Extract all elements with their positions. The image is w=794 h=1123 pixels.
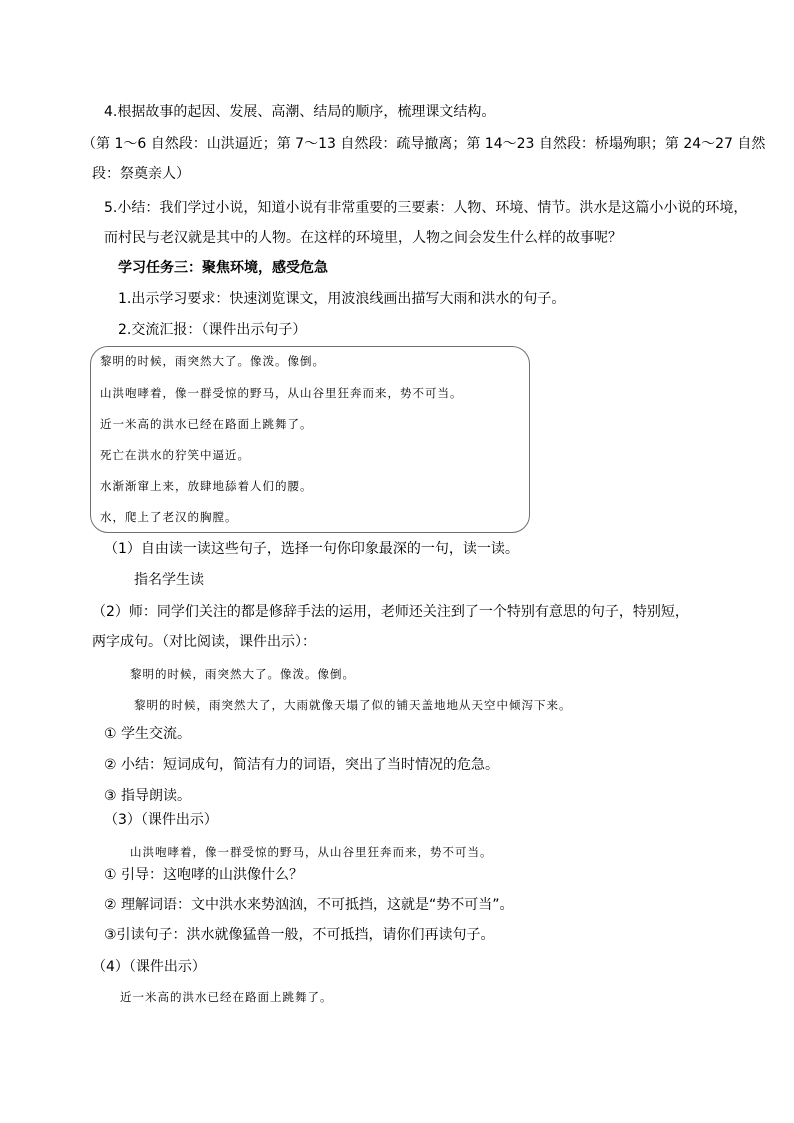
compare-sentence-b: 黎明的时候，雨突然大了，大雨就像天塌了似的铺天盖地地从天空中倾泻下来。 — [134, 698, 572, 712]
question-3-item1: ① 引导：这咆哮的山洪像什么？ — [104, 867, 304, 883]
question-1: （1）自由读一读这些句子，选择一句你印象最深的一句，读一读。 — [104, 541, 519, 557]
sentence-6: 水，爬上了老汉的胸膛。 — [100, 510, 238, 524]
sentence-1: 黎明的时候，雨突然大了。像泼。像倒。 — [100, 354, 325, 368]
sentence-4: 死亡在洪水的狞笑中逼近。 — [100, 448, 250, 462]
task3-item1: 1.出示学习要求：快速浏览课文，用波浪线画出描写大雨和洪水的句子。 — [118, 291, 566, 307]
sentence-5: 水渐渐窜上来，放肆地舔着人们的腰。 — [100, 479, 313, 493]
compare-sentence-a: 黎明的时候，雨突然大了。像泼。像倒。 — [130, 667, 355, 681]
question-3-sentence: 山洪咆哮着，像一群受惊的野马，从山谷里狂奔而来，势不可当。 — [130, 845, 493, 859]
paragraph-4-note-line2: 段：祭奠亲人） — [92, 166, 190, 182]
question-4: （4）（课件出示） — [92, 959, 206, 975]
question-2-item3: ③ 指导朗读。 — [104, 788, 192, 804]
question-1-sub: 指名学生读 — [134, 572, 204, 588]
question-3-item3: ③引读句子：洪水就像猛兽一般，不可抵挡，请你们再读句子。 — [104, 927, 495, 943]
paragraph-4: 4.根据故事的起因、发展、高潮、结局的顺序，梳理课文结构。 — [104, 104, 496, 120]
question-2-line2: 两字成句。（对比阅读，课件出示）： — [92, 634, 316, 650]
question-3: （3）（课件出示） — [104, 812, 218, 828]
question-4-sentence: 近一米高的洪水已经在路面上跳舞了。 — [120, 990, 333, 1004]
paragraph-5-line1: 5.小结：我们学过小说，知道小说有非常重要的三要素：人物、环境、情节。洪水是这篇小小说的环境， — [104, 200, 748, 216]
question-2-line1: （2）师：同学们关注的都是修辞手法的运用，老师还关注到了一个特别有意思的句子，特别短， — [92, 604, 689, 620]
paragraph-5-line2: 而村民与老汉就是其中的人物。在这样的环境里，人物之间会发生什么样的故事呢？ — [104, 230, 622, 246]
task3-item2: 2.交流汇报：（课件出示句子） — [118, 322, 307, 338]
paragraph-4-note-line1: （第 1～6 自然段：山洪逼近；第 7～13 自然段：疏导撤离；第 14～23 自然段：桥塌殉职；第 24～27 自然 — [82, 136, 766, 152]
question-2-item1: ① 学生交流。 — [104, 726, 192, 742]
sentence-3: 近一米高的洪水已经在路面上跳舞了。 — [100, 417, 313, 431]
sentence-box — [90, 346, 530, 533]
question-3-item2: ② 理解词语：文中洪水来势汹汹，不可抵挡，这就是“势不可当”。 — [104, 897, 514, 913]
question-2-item2: ② 小结：短词成句，简洁有力的词语，突出了当时情况的危急。 — [104, 757, 499, 773]
sentence-2: 山洪咆哮着，像一群受惊的野马，从山谷里狂奔而来，势不可当。 — [100, 386, 463, 400]
task3-heading: 学习任务三：聚焦环境，感受危急 — [118, 260, 328, 276]
